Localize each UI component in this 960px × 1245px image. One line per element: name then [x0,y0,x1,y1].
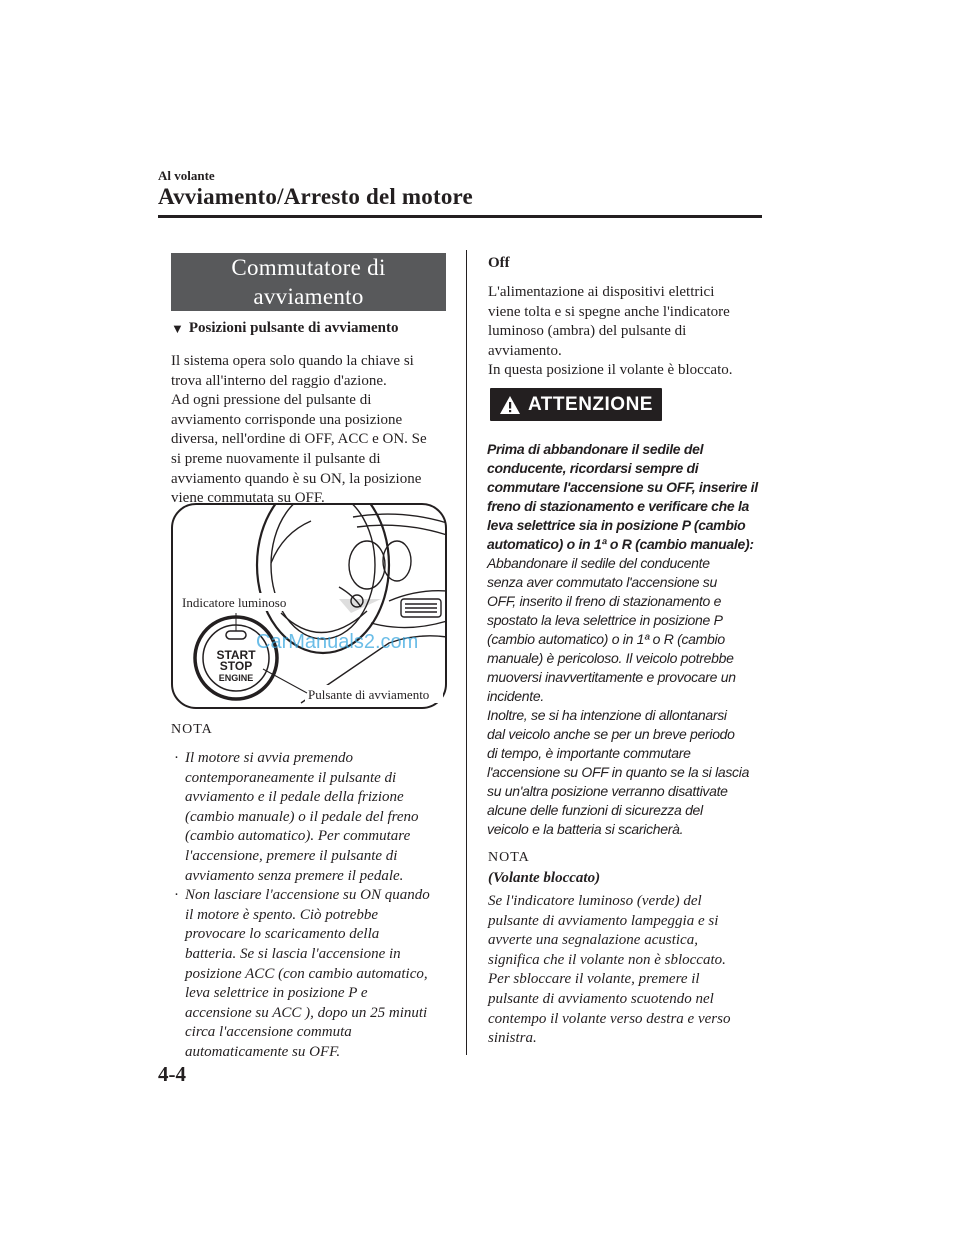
warning-triangle-icon [499,395,521,415]
note-label: NOTA [171,722,213,737]
button-text-start: START [216,648,256,662]
start-button-label: Pulsante di avviamento [308,687,430,702]
warning-label: ATTENZIONE [528,393,653,415]
section-heading-box [171,253,446,311]
button-text-engine: ENGINE [218,673,254,683]
bullet-icon: · [174,750,179,766]
note-text: Il motore si avvia premendo contemporaneamente il pulsante di avviamento e il pedale della frizione (cambio manuale) o il pedale del freno (cambio automatico). Per commutare l'accensione, premere il pulsante di avviamento senza premere il pedale. [185,750,419,884]
header-rule [158,215,762,218]
page-title: Avviamento/Arresto del motore [158,184,473,209]
bullet-icon: · [174,887,179,904]
start-button-illustration [171,503,447,709]
section-label: Al volante [158,168,215,183]
note-label-right: NOTA [488,850,530,865]
subsection-title: Posizioni pulsante di avviamento [188,320,399,336]
page-number: 4-4 [158,1062,186,1086]
note-body-right: Se l'indicatore luminoso (verde) del pulsante di avviamento lampeggia e si avverte una segnalazione acustica, significa che il volante non è sbloccato. Per sbloccare il volante, premere il pulsante di avviamento scuotendo nel contempo il volante verso destra e verso sinistra. [488,893,731,1047]
triangle-down-icon: ▼ [171,321,184,336]
note-item [171,749,456,886]
watermark: CarManuals2.com [256,631,419,653]
note-title-right: (Volante bloccato) [488,870,601,886]
intro-paragraph: Il sistema opera solo quando la chiave si trova all'interno del raggio d'azione. Ad ogni pressione del pulsante di avviamento corrisponde una posizione diversa, nell'ordine di OFF, ACC e ON. Se si preme nuovamente il pulsante di avviamento quando è su ON, la posizione viene commutata su OFF. [171,353,427,507]
warning-bold-text: Prima di abbandonare il sedile del conducente, ricordarsi sempre di commutare l'accensione su OFF, inserire il freno di stazionamento e verificare che la leva selettrice sia in posizione P (cambio automatico) o in 1ª o R (cambio manuale): [487,441,758,552]
warning-body-text: Abbandonare il sedile del conducente senza aver commutato l'accensione su OFF, inserito il freno di stazionamento e spostato la leva selettrice in posizione P (cambio automatico) o in 1ª o R (cambio manuale) è pericoloso. Il veicolo potrebbe muoversi inavvertitamente e provocare un incidente. Inoltre, se si ha intenzione di allontanarsi dal veicolo anche se per un breve periodo di tempo, è importante commutare l'accensione su OFF in quanto se la si lascia su un'altra posizione verranno disattivate alcune delle funzioni di sicurezza del veicolo e la batteria si scaricherà. [487,555,750,837]
off-heading: Off [488,255,510,271]
warning-badge [490,388,662,421]
button-text-stop: STOP [219,659,253,673]
note-item [171,886,456,1062]
subsection-heading [171,320,398,337]
warning-text [487,440,772,839]
column-divider [466,250,467,1055]
section-heading: Commutatore di avviamento [231,255,386,309]
indicator-label: Indicatore luminoso [182,595,287,610]
off-paragraph: L'alimentazione ai dispositivi elettrici viene tolta e si spegne anche l'indicatore luminoso (ambra) del pulsante di avviamento. In questa posizione il volante è bloccato. [488,284,733,379]
note-text: Non lasciare l'accensione su ON quando il motore è spento. Ciò potrebbe provocare lo scaricamento della batteria. Se si lascia l'accensione in posizione ACC (con cambio automatico, leva selettrice in posizione P e accensione su ACC ), dopo un 25 minuti circa l'accensione commuta automaticamente su OFF. [185,887,430,1060]
note-list [171,749,456,1063]
